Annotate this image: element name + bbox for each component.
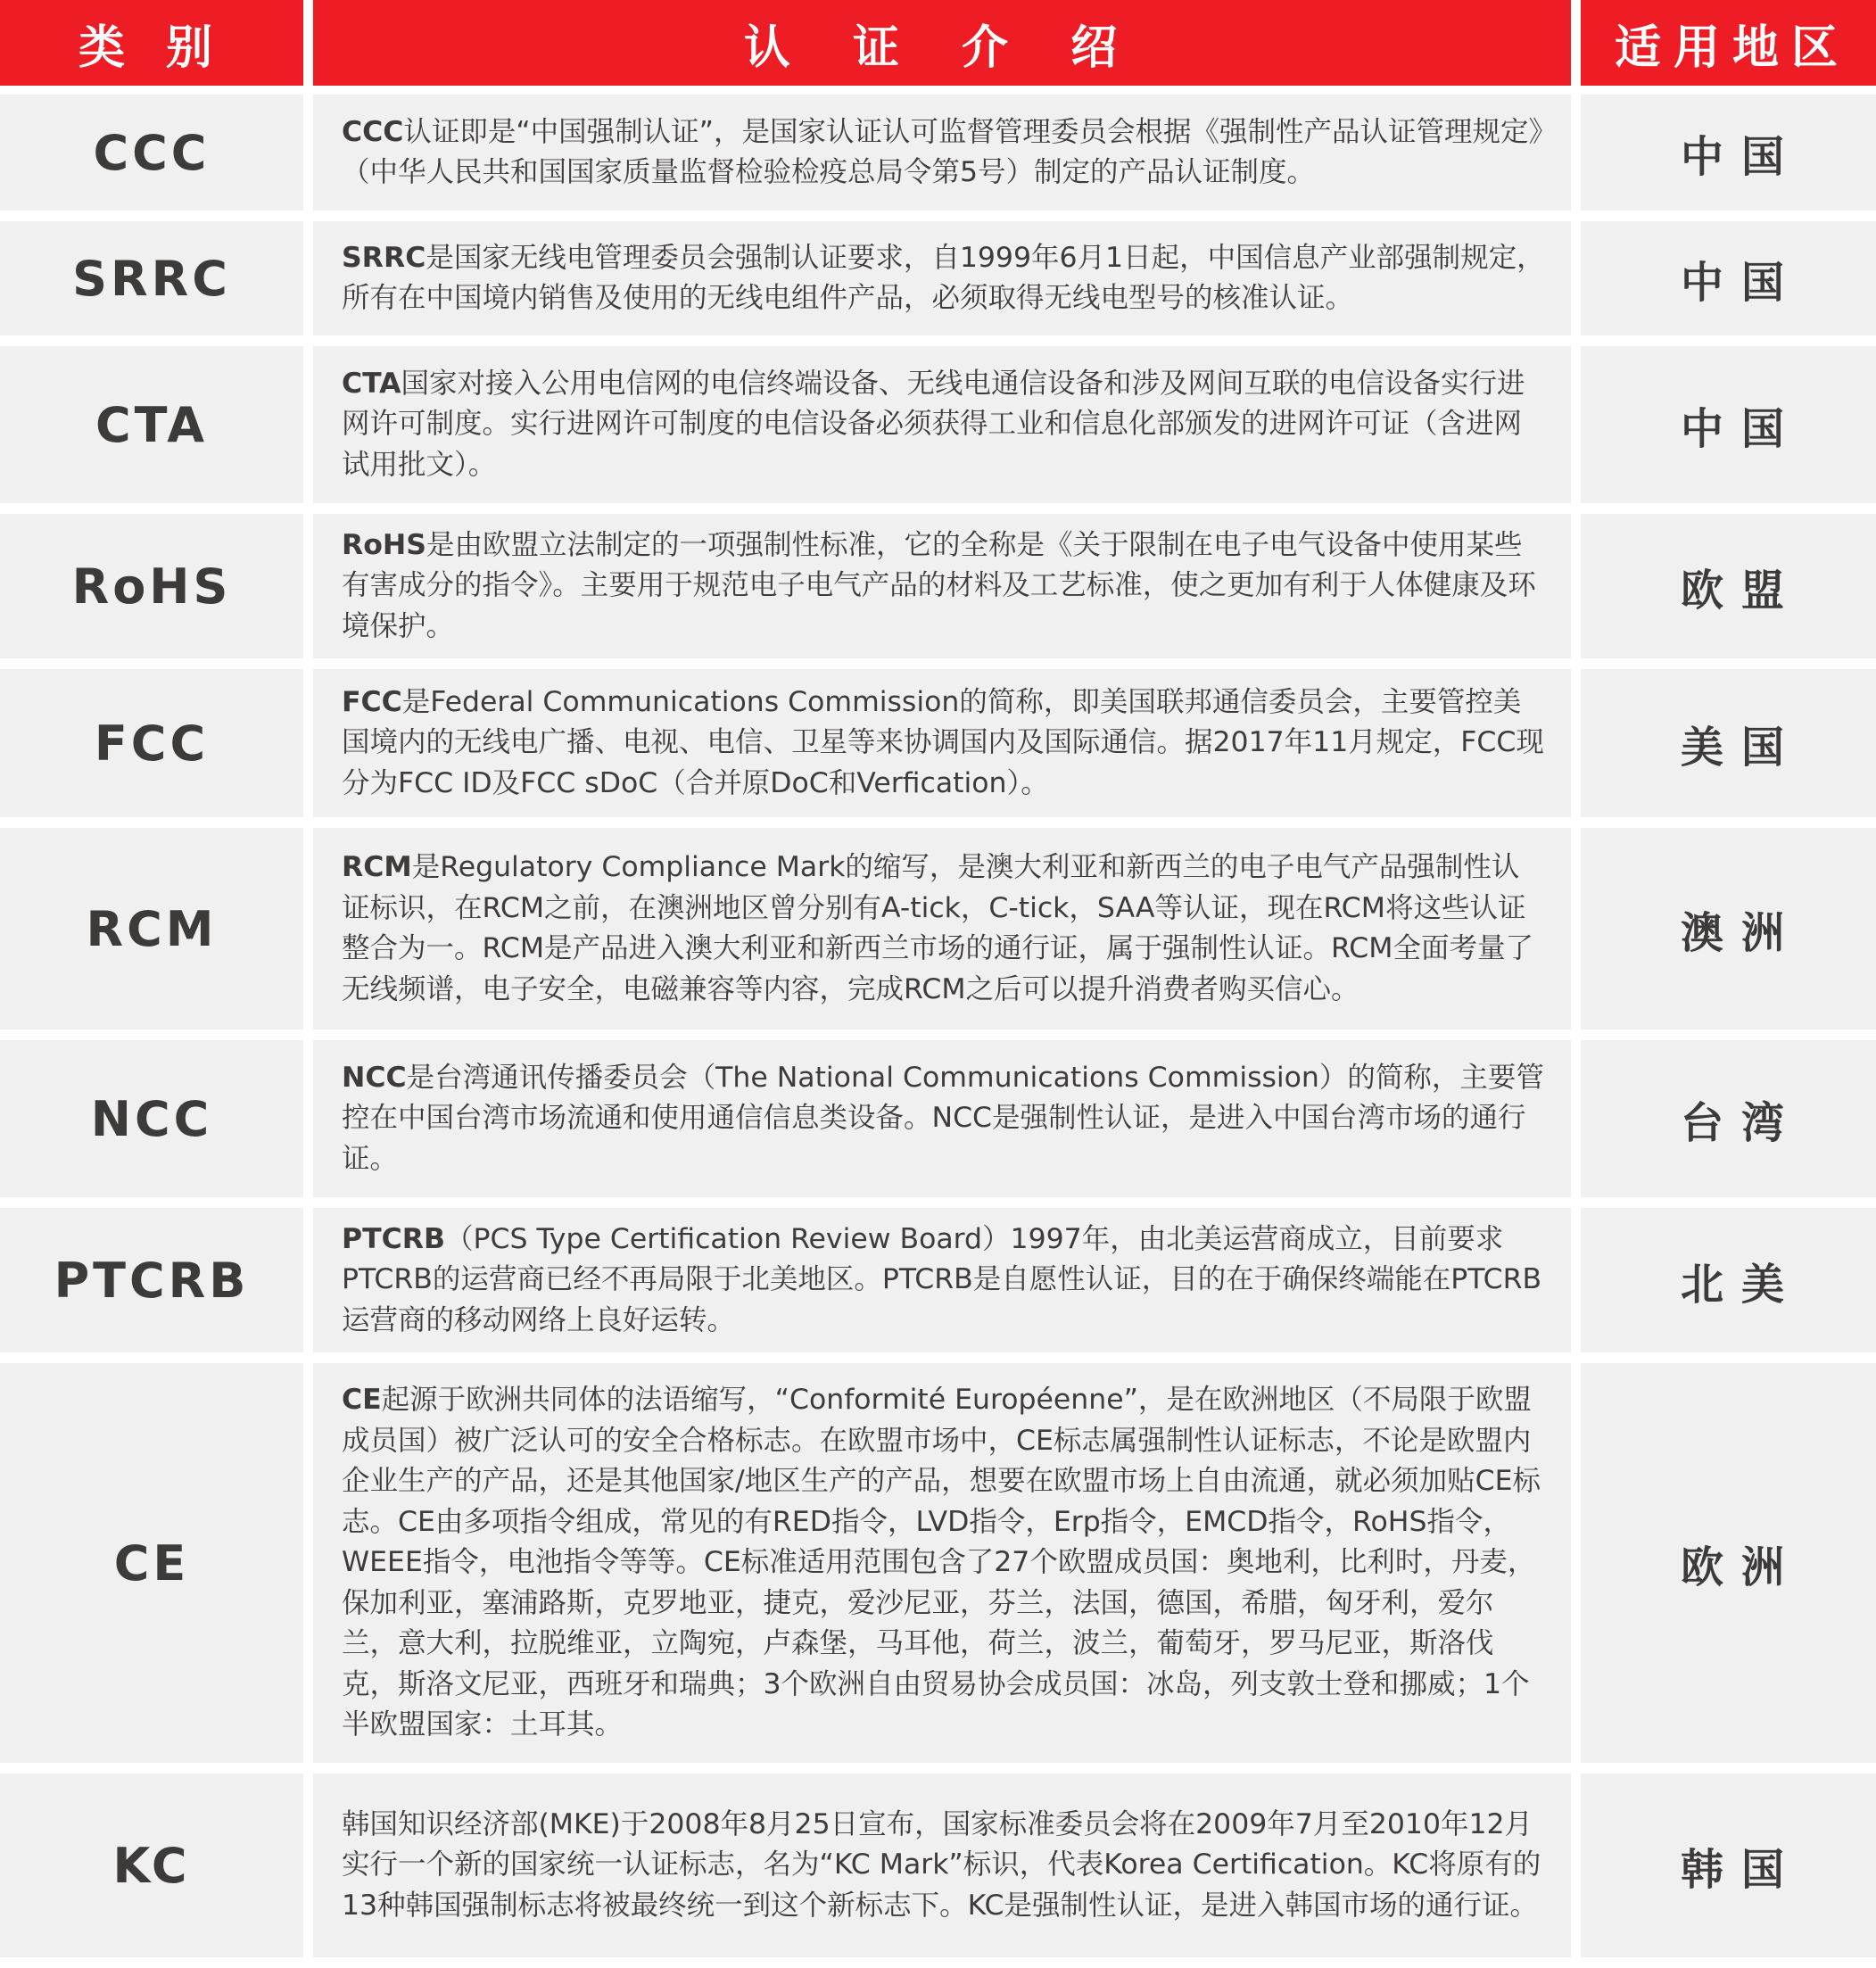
row-category: NCC: [0, 1040, 303, 1197]
row-category: CCC: [0, 95, 303, 211]
row-lead: RoHS: [342, 528, 426, 561]
row-region: 欧盟: [1581, 514, 1876, 658]
row-text: 韩国知识经济部(MKE)于2008年8月25日宣布，国家标准委员会将在2009年7月至2010年12月实行一个新的国家统一认证标志，名为“KC Mark”标识，代表Korea Certification。KC将原有的13种韩国强制标志将被最终统一到这个新标志下。KC是强制性认证，是进入韩国市场的通行证。: [342, 1807, 1541, 1922]
row-lead: PTCRB: [342, 1222, 445, 1255]
header-category: 类 别: [0, 0, 303, 86]
row-description: [313, 221, 1571, 335]
row-description: [313, 1208, 1571, 1352]
row-lead: SRRC: [342, 241, 426, 274]
row-description: [313, 514, 1571, 658]
row-category: FCC: [0, 669, 303, 817]
row-category: CTA: [0, 346, 303, 503]
row-region: 中国: [1581, 95, 1876, 211]
row-text: 是Regulatory Compliance Mark的缩写，是澳大利亚和新西兰的电子电气产品强制性认证标识，在RCM之前，在澳洲地区曾分别有A-tick，C-tick，SAA等认证，现在RCM将这些认证整合为一。RCM是产品进入澳大利亚和新西兰市场的通行证，属于强制性认证。RCM全面考量了无线频谱，电子安全，电磁兼容等内容，完成RCM之后可以提升消费者购买信心。: [342, 851, 1533, 1005]
row-region: 北美: [1581, 1208, 1876, 1352]
row-region: 台湾: [1581, 1040, 1876, 1197]
row-category: RoHS: [0, 514, 303, 658]
row-description: [313, 828, 1571, 1029]
row-category: SRRC: [0, 221, 303, 335]
row-description: [313, 669, 1571, 817]
header-region: 适用地区: [1581, 0, 1876, 86]
row-region: 美国: [1581, 669, 1876, 817]
row-lead: FCC: [342, 685, 402, 718]
row-region: 中国: [1581, 221, 1876, 335]
row-lead: NCC: [342, 1061, 407, 1094]
row-text: 是台湾通讯传播委员会（The National Communications Commission）的简称，主要管控在中国台湾市场流通和使用通信信息类设备。NCC是强制性认证，是进入中国台湾市场的通行证。: [342, 1061, 1544, 1175]
row-description: [313, 346, 1571, 503]
row-lead: CE: [342, 1384, 382, 1417]
row-description: [313, 1774, 1571, 1957]
row-category: PTCRB: [0, 1208, 303, 1352]
header-intro: 认 证 介 绍: [313, 0, 1571, 86]
row-category: CE: [0, 1363, 303, 1763]
row-lead: CCC: [342, 115, 404, 148]
row-text: 认证即是“中国强制认证”，是国家认证认可监督管理委员会根据《强制性产品认证管理规定》（中华人民共和国国家质量监督检验检疫总局令第5号）制定的产品认证制度。: [342, 115, 1543, 188]
row-text: 是由欧盟立法制定的一项强制性标准，它的全称是《关于限制在电子电气设备中使用某些有害成分的指令》。主要用于规范电子电气产品的材料及工艺标准，使之更加有利于人体健康及环境保护。: [342, 528, 1536, 642]
row-lead: CTA: [342, 367, 401, 400]
row-text: 是国家无线电管理委员会强制认证要求，自1999年6月1日起，中国信息产业部强制规定，所有在中国境内销售及使用的无线电组件产品，必须取得无线电型号的核准认证。: [342, 241, 1545, 314]
row-description: [313, 1363, 1571, 1763]
row-text: 国家对接入公用电信网的电信终端设备、无线电通信设备和涉及网间互联的电信设备实行进网许可制度。实行进网许可制度的电信设备必须获得工业和信息化部颁发的进网许可证（含进网试用批文）。: [342, 367, 1525, 481]
row-text: （PCS Type Certification Review Board）1997年，由北美运营商成立，目前要求PTCRB的运营商已经不再局限于北美地区。PTCRB是自愿性认证，目的在于确保终端能在PTCRB运营商的移动网络上良好运转。: [342, 1222, 1542, 1336]
row-description: [313, 1040, 1571, 1197]
row-text: 是Federal Communications Commission的简称，即美国联邦通信委员会，主要管控美国境内的无线电广播、电视、电信、卫星等来协调国内及国际通信。据2017年11月规定，FCC现分为FCC ID及FCC sDoC（合并原DoC和Verfication）。: [342, 685, 1544, 799]
row-text: 起源于欧洲共同体的法语缩写，“Conformité Européenne”，是在欧洲地区（不局限于欧盟成员国）被广泛认可的安全合格标志。在欧盟市场中，CE标志属强制性认证标志，不论是欧盟内企业生产的产品，还是其他国家/地区生产的产品，想要在欧盟市场上自由流通，就必须加贴CE标志。CE由多项指令组成，常见的有RED指令，LVD指令，Erp指令，EMCD指令，RoHS指令，WEEE指令，电池指令等等。CE标准适用范围包含了27个欧盟成员国：奥地利，比利时，丹麦，保加利亚，塞浦路斯，克罗地亚，捷克，爱沙尼亚，芬兰，法国，德国，希腊，匈牙利，爱尔兰，意大利，拉脱维亚，立陶宛，卢森堡，马耳他，荷兰，波兰，葡萄牙，罗马尼亚，斯洛伐克，斯洛文尼亚，西班牙和瑞典；3个欧洲自由贸易协会成员国：冰岛，列支敦士登和挪威；1个半欧盟国家：土耳其。: [342, 1384, 1541, 1741]
row-lead: RCM: [342, 851, 412, 883]
row-description: [313, 95, 1571, 211]
row-category: RCM: [0, 828, 303, 1029]
row-region: 韩国: [1581, 1774, 1876, 1957]
row-category: KC: [0, 1774, 303, 1957]
row-region: 中国: [1581, 346, 1876, 503]
row-region: 欧洲: [1581, 1363, 1876, 1763]
row-region: 澳洲: [1581, 828, 1876, 1029]
